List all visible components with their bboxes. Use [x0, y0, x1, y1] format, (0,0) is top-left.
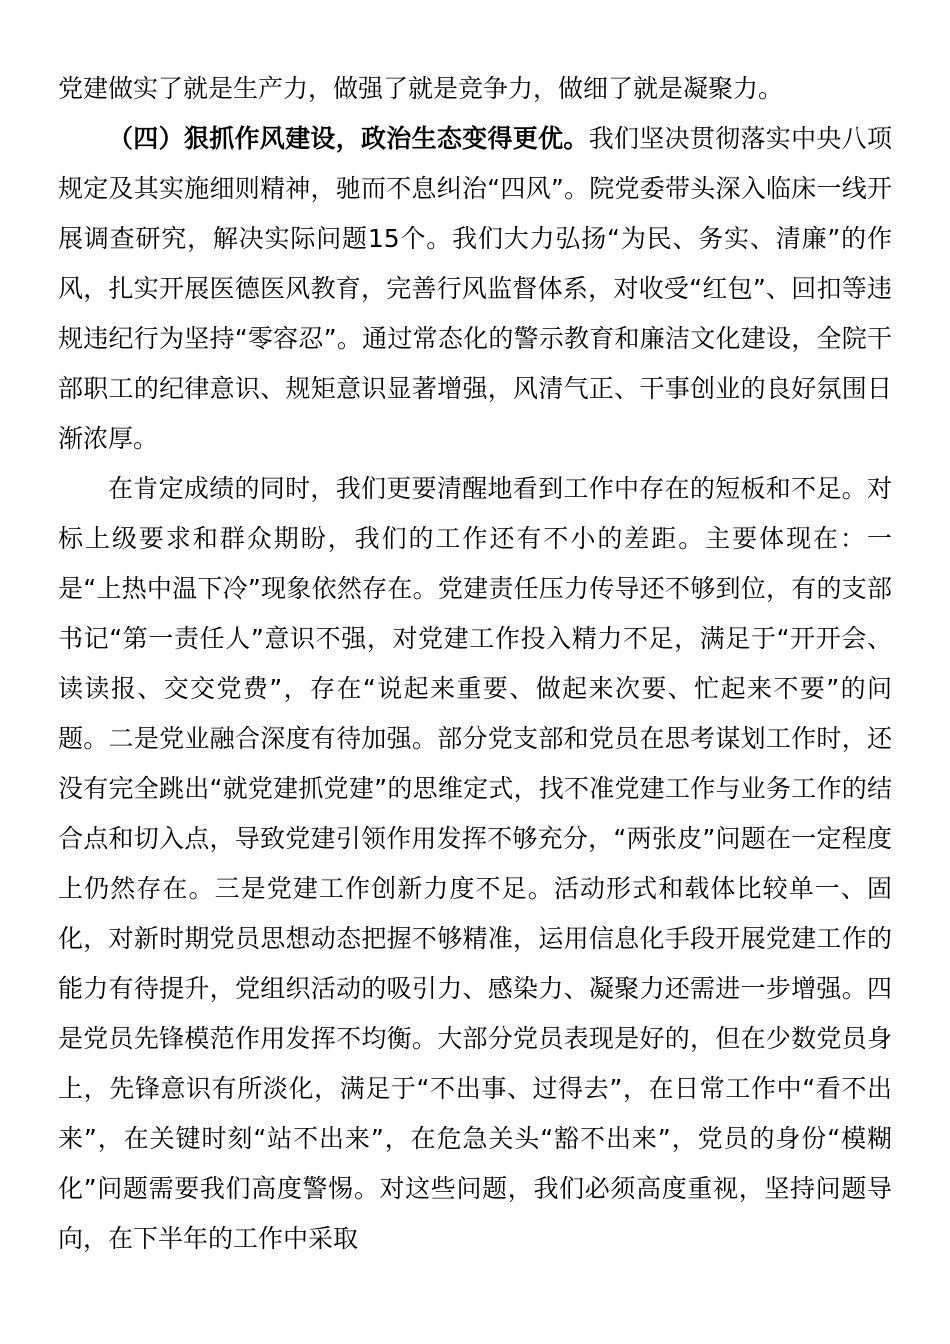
paragraph-shortcomings: 在肯定成绩的同时，我们更要清醒地看到工作中存在的短板和不足。对标上级要求和群众期盼，我们的工作还有不小的差距。主要体现在：一是“上热中温下冷”现象依然存在。党建责任压力传导还不够到位，有的支部书记“第一责任人”意识不强，对党建工作投入精力不足，满足于“开开会、读读报、交交党费”，存在“说起来重要、做起来次要、忙起来不要”的问题。二是党业融合深度有待加强。部分党支部和党员在思考谋划工作时，还没有完全跳出“就党建抓党建”的思维定式，找不准党建工作与业务工作的结合点和切入点，导致党建引领作用发挥不够充分，“两张皮”问题在一定程度上仍然存在。三是党建工作创新力度不足。活动形式和载体比较单一、固化，对新时期党员思想动态把握不够精准，运用信息化手段开展党建工作的能力有待提升，党组织活动的吸引力、感染力、凝聚力还需进一步增强。四是党员先锋模范作用发挥不均衡。大部分党员表现是好的，但在少数党员身上，先锋意识有所淡化，满足于“不出事、过得去”，在日常工作中“看不出来”，在关键时刻“站不出来”，在危急关头“豁不出来”，党员的身份“模糊化”问题需要我们高度警惕。对这些问题，我们必须高度重视，坚持问题导向，在下半年的工作中采取: [58, 474, 892, 1253]
paragraph-productivity: 党建做实了就是生产力，做强了就是竞争力，做细了就是凝聚力。: [58, 74, 784, 103]
document-page: [58, 64, 892, 1264]
section-heading-work-style: （四）狠抓作风建设，政治生态变得更优。: [108, 124, 589, 153]
paragraph-work-style: [58, 114, 892, 464]
paragraph-work-style-body: 我们坚决贯彻落实中央八项规定及其实施细则精神，驰而不息纠治“四风”。院党委带头深入临床一线开展调查研究，解决实际问题15个。我们大力弘扬“为民、务实、清廉”的作风，扎实开展医德医风教育，完善行风监督体系，对收受“红包”、回扣等违规违纪行为坚持“零容忍”。通过常态化的警示教育和廉洁文化建设，全院干部职工的纪律意识、规矩意识显著增强，风清气正、干事创业的良好氛围日渐浓厚。: [58, 124, 892, 453]
